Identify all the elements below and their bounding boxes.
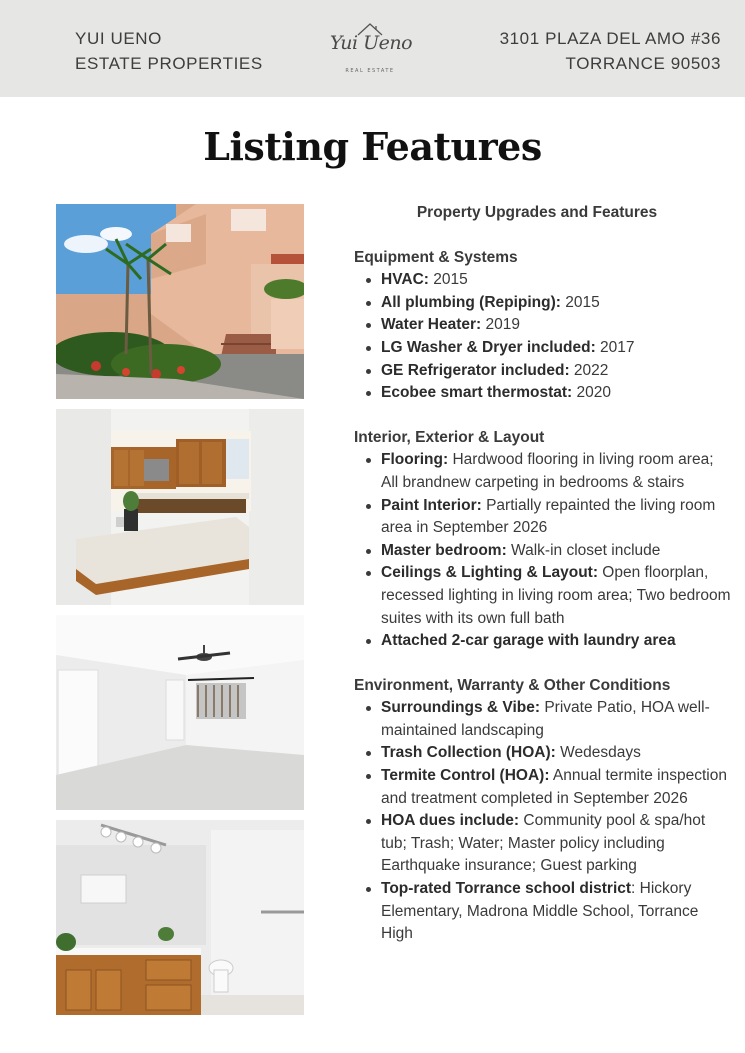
item-text: 2017: [595, 338, 635, 356]
item-text: 2015: [428, 271, 468, 289]
list-item: [381, 540, 734, 563]
item-label: Master bedroom:: [381, 541, 507, 559]
item-text: Open floorplan, recessed lighting in living room area; Two bedroom suites with its own full bath: [381, 564, 731, 627]
address-line-2: TORRANCE 90503: [565, 54, 721, 73]
agent-block: [75, 26, 263, 76]
list-item: [381, 630, 734, 653]
photo-kitchen: [56, 409, 304, 605]
list-item: [381, 382, 734, 405]
features-heading: Property Upgrades and Features: [416, 204, 658, 221]
item-label: All plumbing (Repiping):: [381, 293, 561, 311]
item-label: Paint Interior:: [381, 496, 482, 514]
item-text: Private Patio, HOA well-maintained landscaping: [381, 699, 710, 739]
address-block: [500, 26, 721, 76]
item-text: : Hickory Elementary, Madrona Middle School, Torrance High: [381, 880, 699, 943]
feature-list: [354, 449, 734, 652]
item-label: Flooring:: [381, 451, 449, 469]
item-label: Termite Control (HOA):: [381, 767, 550, 785]
item-text: 2019: [481, 316, 521, 334]
list-item: [381, 562, 734, 630]
list-item: [381, 878, 734, 946]
agency-name: ESTATE PROPERTIES: [75, 54, 263, 73]
item-label: Surroundings & Vibe:: [381, 699, 541, 717]
list-item: [381, 742, 734, 765]
brand-logo: [322, 22, 418, 80]
logo-script: Yui Ueno: [329, 32, 413, 54]
feature-list: [354, 697, 734, 946]
section-heading: Environment, Warranty & Other Conditions: [354, 676, 671, 694]
item-label: HOA dues include:: [381, 812, 520, 830]
item-label: GE Refrigerator included:: [381, 361, 570, 379]
item-label: Water Heater:: [381, 316, 482, 334]
page-title: Listing Features: [203, 124, 542, 169]
item-text: Community pool & spa/hot tub; Trash; Water; Master policy including Earthquake insurance; Guest parking: [381, 812, 706, 875]
item-label: Ecobee smart thermostat:: [381, 384, 573, 402]
item-text: Partially repainted the living room area in September 2026: [381, 496, 716, 537]
photo-bedroom: [56, 615, 304, 810]
item-text: 2020: [572, 384, 612, 402]
address-line-1: 3101 PLAZA DEL AMO #36: [499, 29, 721, 48]
section-interior: [354, 427, 734, 653]
list-item: [381, 449, 734, 494]
section-environment: [354, 675, 734, 946]
section-heading: Equipment & Systems: [354, 248, 518, 266]
logo-subtitle: REAL ESTATE: [345, 68, 395, 74]
photo-bathroom: [56, 820, 304, 1015]
list-item: [381, 337, 734, 360]
list-item: [381, 269, 734, 292]
feature-list: [354, 269, 734, 405]
section-equipment: [354, 247, 734, 405]
item-label: Attached 2-car garage with laundry area: [381, 632, 676, 650]
item-text: Annual termite inspection and treatment completed in September 2026: [381, 767, 727, 807]
item-text: Wedesdays: [555, 744, 641, 762]
item-label: LG Washer & Dryer included:: [381, 338, 596, 356]
item-label: HVAC:: [381, 271, 429, 289]
list-item: [381, 697, 734, 742]
item-text: 2022: [569, 361, 609, 379]
list-item: [381, 810, 734, 878]
list-item: [381, 360, 734, 383]
list-item: [381, 292, 734, 315]
item-text: 2015: [560, 293, 600, 311]
header-banner: [0, 0, 745, 97]
features-panel: [354, 202, 734, 968]
agent-name: YUI UENO: [75, 29, 162, 48]
list-item: [381, 765, 734, 810]
item-text: Walk-in closet include: [506, 541, 661, 559]
item-text: Hardwood flooring in living room area; All brandnew carpeting in bedrooms & stairs: [381, 451, 714, 491]
list-item: [381, 495, 734, 540]
item-label: Trash Collection (HOA):: [381, 744, 556, 762]
item-label: Ceilings & Lighting & Layout:: [381, 564, 598, 582]
photo-exterior: [56, 204, 304, 399]
item-label: Top-rated Torrance school district: [381, 880, 632, 898]
list-item: [381, 314, 734, 337]
section-heading: Interior, Exterior & Layout: [354, 428, 545, 446]
